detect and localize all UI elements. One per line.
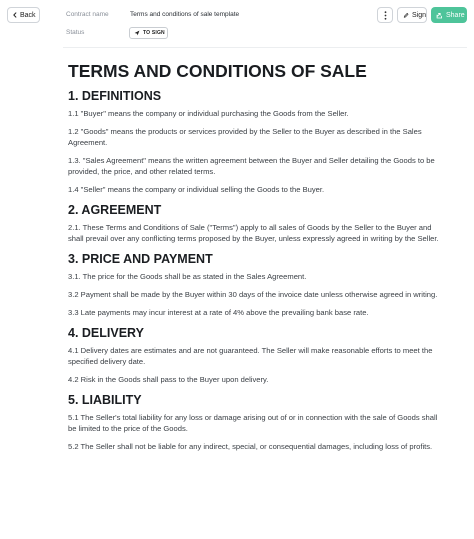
share-icon — [436, 12, 443, 19]
paragraph: 5.1 The Seller's total liability for any loss or damage arising out of or in connection with the sale of Goods shall be limited to the price of the Goods. — [68, 413, 438, 433]
top-bar — [0, 0, 474, 50]
paragraph: 2.1. These Terms and Conditions of Sale ("Terms") apply to all sales of Goods by the Seller to the Buyer and shall prevail over any conflicting terms proposed by the Buyer, unless expressly agreed in writing by the Seller. — [68, 223, 439, 243]
status-value: TO SIGN — [143, 30, 165, 36]
paragraph: 4.2 Risk in the Goods shall pass to the Buyer upon delivery. — [68, 375, 269, 384]
section-definitions — [68, 88, 440, 195]
pen-icon — [403, 12, 409, 19]
header-divider — [63, 47, 467, 48]
status-label: Status — [66, 29, 85, 36]
sign-button[interactable] — [397, 7, 427, 23]
send-icon — [134, 30, 140, 36]
share-button[interactable] — [431, 7, 467, 23]
more-vertical-icon — [384, 11, 387, 20]
section-heading: 2. AGREEMENT — [68, 203, 162, 217]
chevron-left-icon — [12, 12, 18, 18]
share-label: Share — [446, 11, 465, 19]
status-badge[interactable] — [129, 27, 168, 39]
section-agreement — [68, 202, 440, 244]
section-heading: 5. LIABILITY — [68, 393, 142, 407]
back-label: Back — [20, 11, 36, 19]
paragraph: 1.3. "Sales Agreement" means the written agreement between the Buyer and Seller detailing the Goods to be provided, the price, and other related terms. — [68, 156, 435, 176]
paragraph: 3.2 Payment shall be made by the Buyer within 30 days of the invoice date unless otherwise agreed in writing. — [68, 290, 438, 299]
document-editor[interactable] — [68, 60, 440, 459]
more-options-button[interactable] — [377, 7, 393, 23]
section-heading: 4. DELIVERY — [68, 326, 144, 340]
contract-name-label: Contract name — [66, 11, 109, 18]
section-heading: 1. DEFINITIONS — [68, 89, 162, 103]
contract-name-value[interactable]: Terms and conditions of sale template — [130, 11, 240, 18]
paragraph: 1.4 "Seller" means the company or individual selling the Goods to the Buyer. — [68, 185, 325, 194]
section-delivery — [68, 325, 440, 385]
sign-label: Sign — [411, 11, 426, 19]
section-heading: 3. PRICE AND PAYMENT — [68, 252, 213, 266]
scroll-fade-overlay — [0, 470, 474, 539]
paragraph: 1.2 "Goods" means the products or services provided by the Seller to the Buyer as described in the Sales Agreement. — [68, 127, 422, 147]
paragraph: 3.1. The price for the Goods shall be as stated in the Sales Agreement. — [68, 272, 307, 281]
back-button[interactable] — [7, 7, 40, 23]
paragraph: 4.1 Delivery dates are estimates and are not guaranteed. The Seller will make reasonable efforts to meet the specified delivery date. — [68, 346, 433, 366]
document-title: TERMS AND CONDITIONS OF SALE — [68, 61, 367, 81]
section-price-and-payment — [68, 251, 440, 318]
paragraph: 3.3 Late payments may incur interest at a rate of 4% above the prevailing bank base rate. — [68, 308, 369, 317]
paragraph: 5.2 The Seller shall not be liable for any indirect, special, or consequential damages, including loss of profits. — [68, 442, 433, 451]
paragraph: 1.1 "Buyer" means the company or individual purchasing the Goods from the Seller. — [68, 109, 349, 118]
section-liability — [68, 392, 440, 452]
